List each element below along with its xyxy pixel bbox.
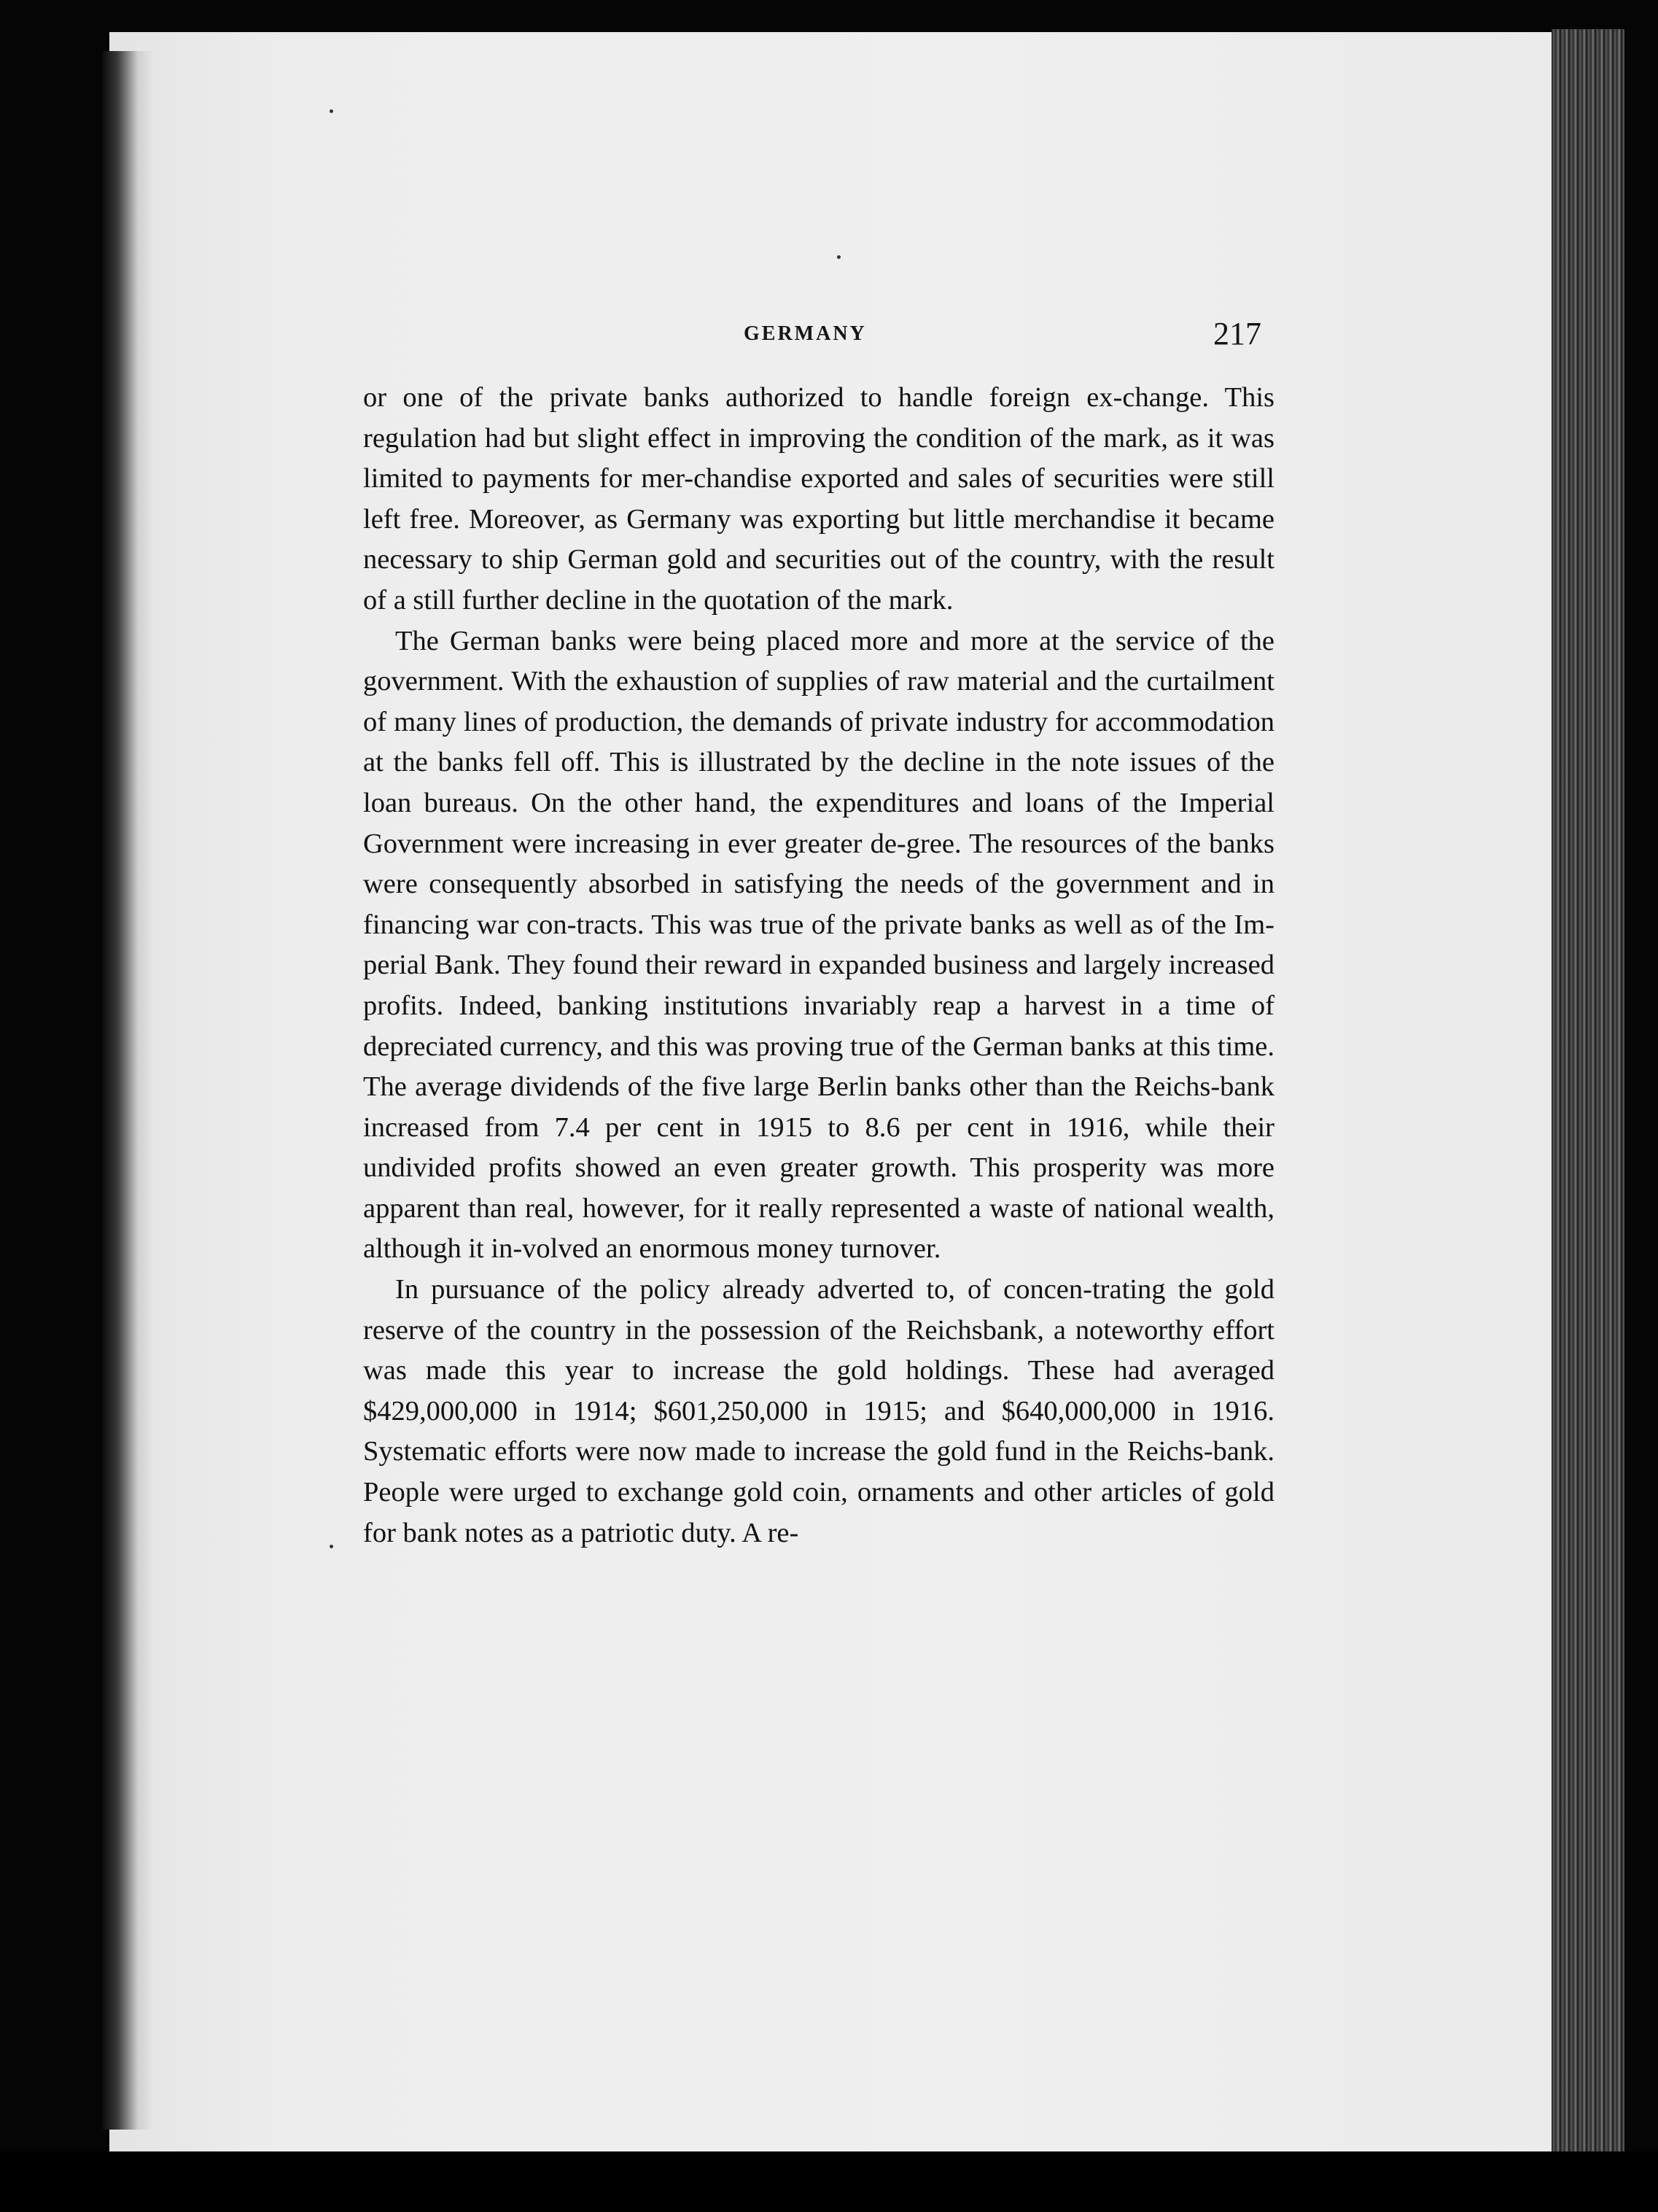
page-number: 217 [1213,316,1261,352]
page-edges [1552,29,1624,2166]
paragraph: or one of the private banks authorized to handle foreign ex-change. This regulation had but slight effect in improving the condition of the mark, as it was limited to payments for mer-chandise exported and sales of securities were still left free. Moreover, as Germany was exporting but little merchandise it became necessary to ship German gold and securities out of the country, with the result of a still further decline in the quotation of the mark. [363,382,1274,616]
dust-speck [837,255,841,259]
dust-speck [330,109,333,113]
body-text [363,378,1274,1553]
book-gutter [102,51,153,2130]
scan-border [0,2151,1658,2212]
paragraph: The German banks were being placed more and more at the service of the government. With the exhaustion of supplies of raw material and the curtailment of many lines of production, the demands of private industry for accommodation at the banks fell off. This is illustrated by the decline in the note issues of the loan bureaus. On the other hand, the expenditures and loans of the Imperial Government were increasing in ever greater de-gree. The resources of the banks were consequently absorbed in satisfying the needs of the government and in financing war con-tracts. This was true of the private banks as well as of the Im-perial Bank. They found their reward in expanded business and largely increased profits. Indeed, banking institutions invariably reap a harvest in a time of depreciated currency, and this was proving true of the German banks at this time. The average dividends of the five large Berlin banks other than the Reichs-bank increased from 7.4 per cent in 1915 to 8.6 per cent in 1916, while their undivided profits showed an even greater growth. This prosperity was more apparent than real, however, for it really represented a waste of national wealth, although it in-volved an enormous money turnover. [363,625,1274,1265]
page-header [365,315,1276,359]
running-head: GERMANY [744,322,867,345]
paragraph: In pursuance of the policy already adverted to, of concen-trating the gold reserve of the country in the possession of the Reichsbank, a noteworthy effort was made this year to increase the gold holdings. These had averaged $429,000,000 in 1914; $601,250,000 in 1915; and $640,000,000 in 1916. Systematic efforts were now made to increase the gold fund in the Reichs-bank. People were urged to exchange gold coin, ornaments and other articles of gold for bank notes as a patriotic duty. A re- [363,1274,1274,1548]
dust-speck [330,1545,333,1548]
